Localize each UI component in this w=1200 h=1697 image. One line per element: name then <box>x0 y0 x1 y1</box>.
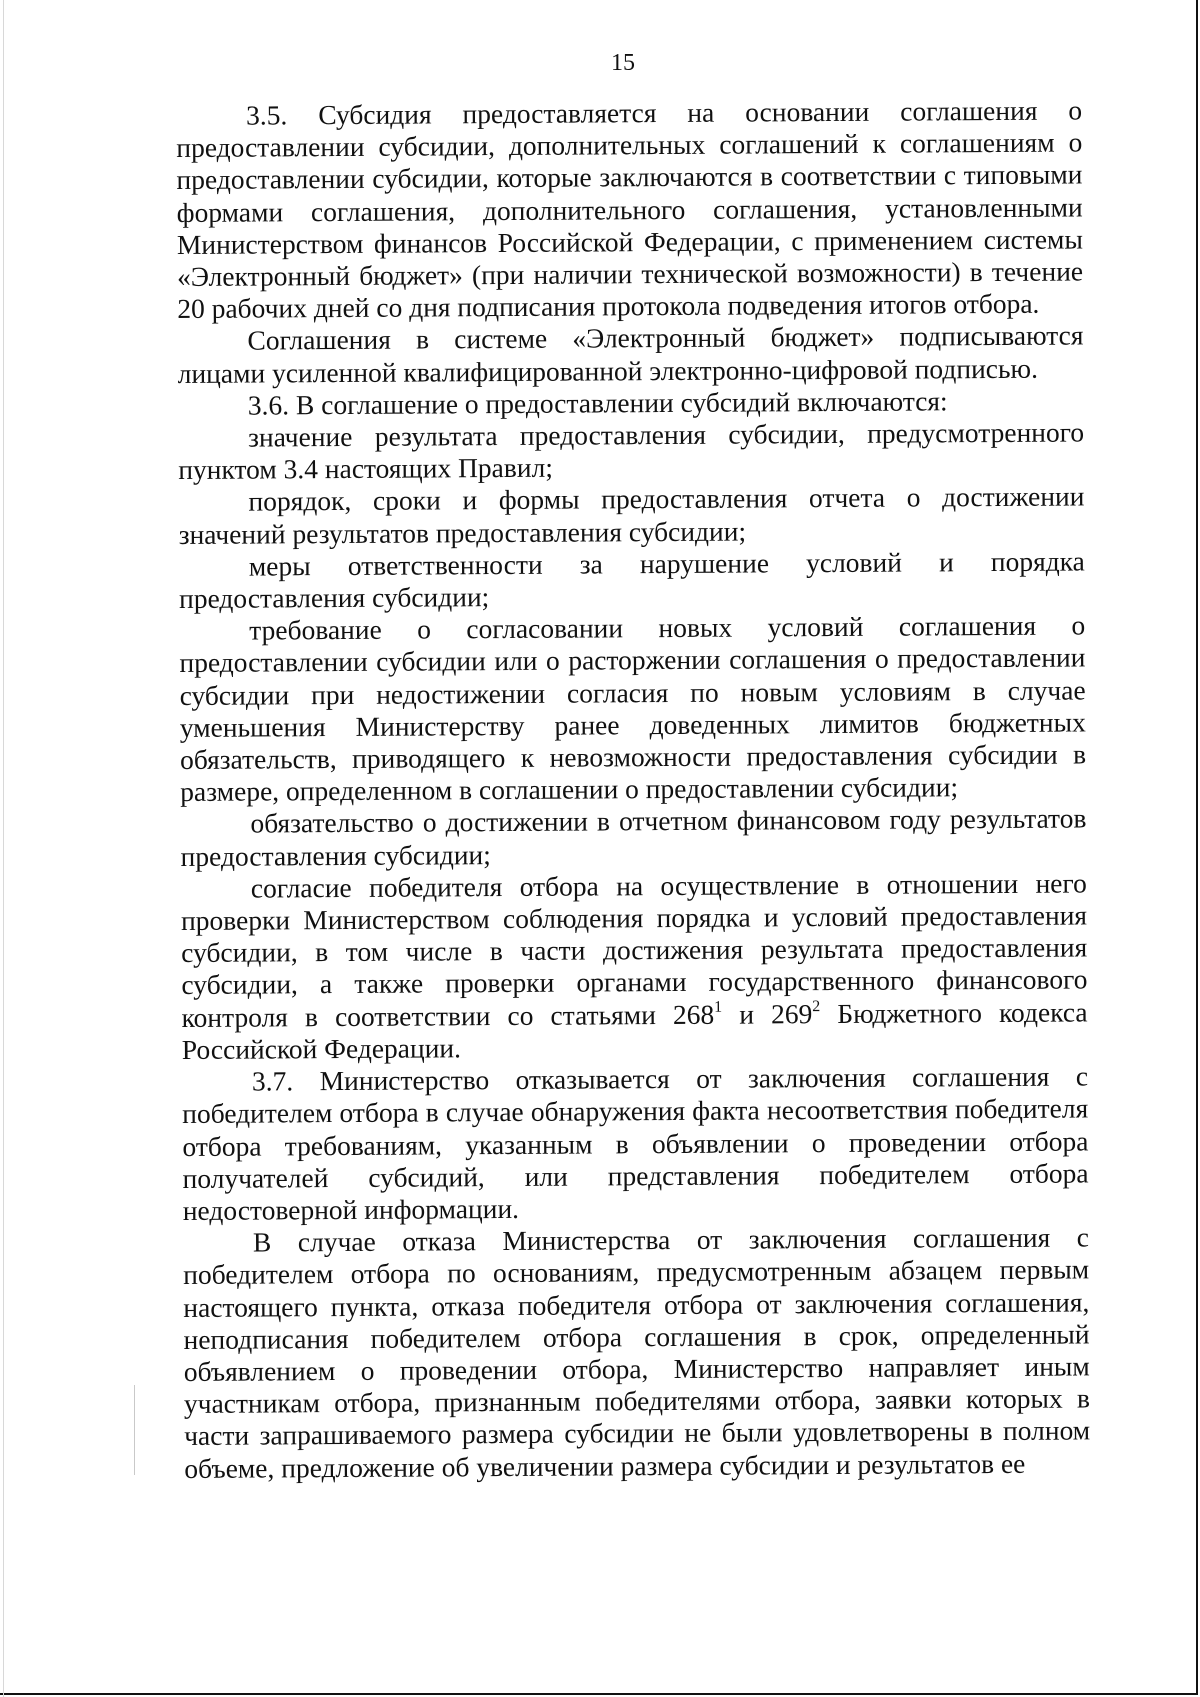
scan-edge-line <box>3 0 4 1697</box>
consent-text-part1: согласие победителя отбора на осуществление в отношении него проверки Министерством соблюдения порядка и условий предоставления субсидии, в том числе в части достижения результата предоставления субсидии, а также проверки органами государственного финансового контроля в соответствии со статьями 268 <box>180 867 1088 1033</box>
page-number: 15 <box>611 50 635 76</box>
paragraph-3-5: 3.5. Субсидия предоставляется на основании соглашения о предоставлении субсидии, дополнительных соглашений к соглашениям о предоставлении субсидии, которые заключаются в соответствии с типовыми формами соглашения, дополнительного соглашения, установленными Министерством финансов Российской Федерации, с применением системы «Электронный бюджет» (при наличии технической возможности) в течение 20 рабочих дней со дня подписания протокола подведения итогов отбора. <box>176 94 1084 325</box>
consent-text-part3: Бюджетного кодекса Российской Федерации. <box>181 996 1088 1065</box>
document-body <box>176 94 1090 1484</box>
paragraph-3-6: 3.6. В соглашение о предоставлении субсидий включаются: <box>247 385 948 421</box>
paragraph-new-conditions: требование о согласовании новых условий соглашения о предоставлении субсидии или о расторжении соглашения о предоставлении субсидии при недостижении согласия по новым условиям в случае уменьшения Министерству ранее доведенных лимитов бюджетных обязательств, приводящего к невозможности предоставления субсидии в размере, определенном в соглашении о предоставлении субсидии; <box>179 609 1087 808</box>
superscript-1: 1 <box>714 998 723 1016</box>
paragraph-electronic-signature: Соглашения в системе «Электронный бюджет» подписываются лицами усиленной квалифицированной электронно-цифровой подписью. <box>177 319 1084 389</box>
paragraph-result-value: значение результата предоставления субсидии, предусмотренного пунктом 3.4 настоящих Правил; <box>178 416 1085 486</box>
superscript-2: 2 <box>812 997 821 1015</box>
paragraph-3-7: 3.7. Министерство отказывается от заключения соглашения с победителем отбора в случае обнаружения факта несоответствия победителя отбора требованиям, указанным в объявлении о проведении отбора получателей субсидий, или представления победителем отбора недостоверной информации. <box>182 1060 1089 1226</box>
scan-margin-mark <box>134 1385 135 1475</box>
paragraph-report-procedure: порядок, сроки и формы предоставления отчета о достижении значений результатов предоставления субсидии; <box>178 480 1085 550</box>
paragraph-responsibility: меры ответственности за нарушение условий и порядка предоставления субсидии; <box>178 545 1085 615</box>
paragraph-consent <box>181 867 1088 1066</box>
paragraph-obligation: обязательство о достижении в отчетном финансовом году результатов предоставления субсидии; <box>180 802 1087 872</box>
paragraph-refusal-case: В случае отказа Министерства от заключения соглашения с победителем отбора по основаниям, предусмотренным абзацем первым настоящего пункта, отказа победителя отбора от заключения соглашения, неподписания победителем отбора соглашения в срок, определенный объявлением о проведении отбора, Министерство направляет иным участникам отбора, признанным победителями отбора, заявки которых в части запрашиваемого размера субсидии не были удовлетворены в полном объеме, предложение об увеличении размера субсидии и результатов ее <box>183 1221 1091 1484</box>
consent-text-part2: и 269 <box>722 997 813 1030</box>
